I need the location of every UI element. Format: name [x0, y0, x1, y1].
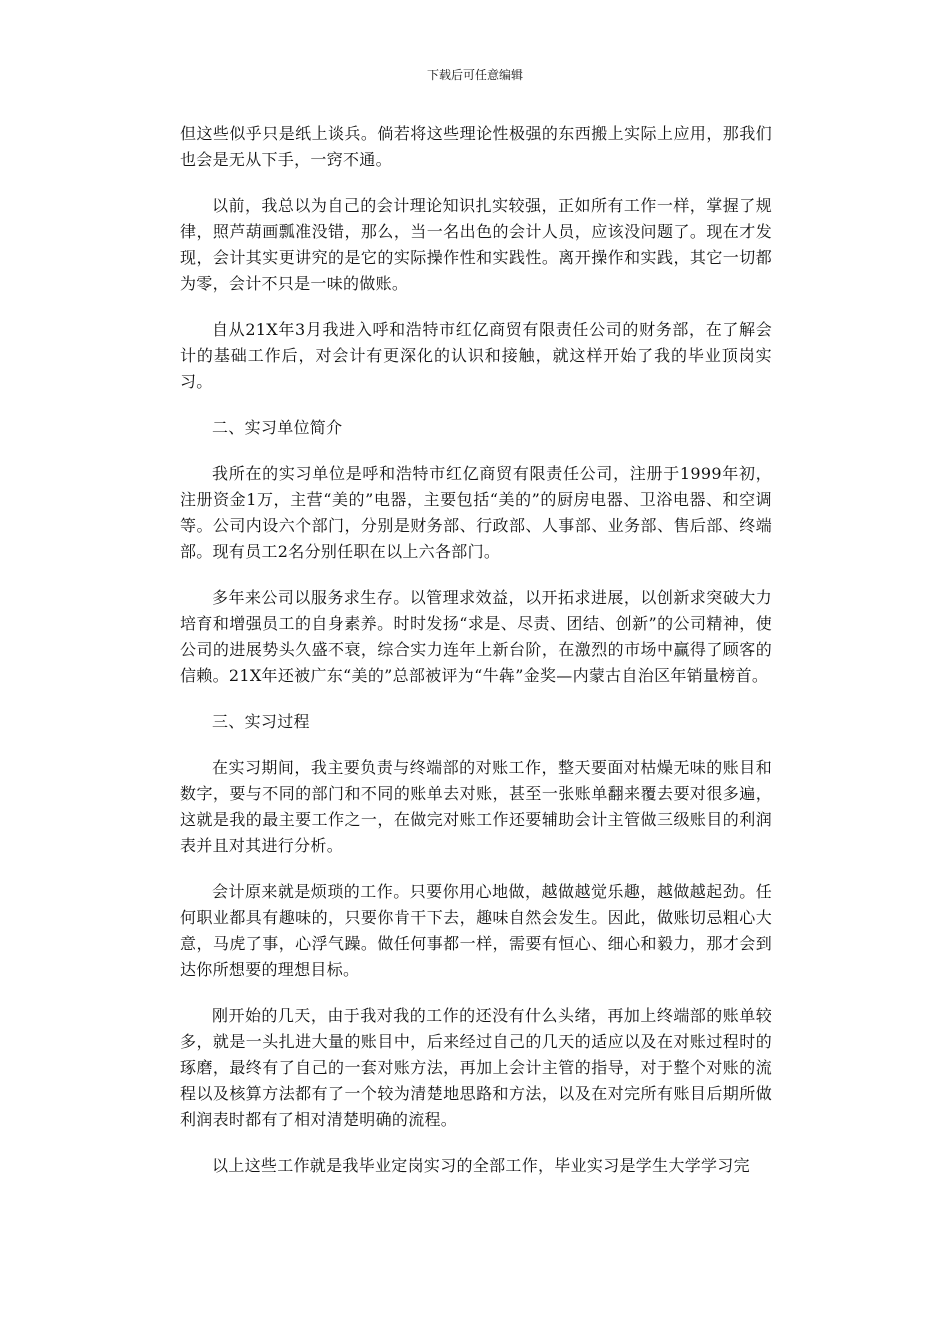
paragraph: 我所在的实习单位是呼和浩特市红亿商贸有限责任公司，注册于1999年初，注册资金1万，主营“美的”电器，主要包括“美的”的厨房电器、卫浴电器、和空调等。公司内设六个部门，分别是财务部、行政部、人事部、业务部、售后部、终端部。现有员工2名分别任职在以上六各部门。 — [180, 464, 772, 561]
paragraph: 自从21X年3月我进入呼和浩特市红亿商贸有限责任公司的财务部，在了解会计的基础工作后，对会计有更深化的认识和接触，就这样开始了我的毕业顶岗实习。 — [180, 320, 772, 391]
document-body — [180, 121, 772, 1199]
paragraph: 以前，我总以为自己的会计理论知识扎实较强，正如所有工作一样，掌握了规律，照芦葫画瓢准没错，那么，当一名出色的会计人员，应该没问题了。现在才发现，会计其实更讲究的是它的实际操作性和实践性。离开操作和实践，其它一切都为零，会计不只是一味的做账。 — [180, 196, 772, 293]
paragraph: 刚开始的几天，由于我对我的工作的还没有什么头绪，再加上终端部的账单较多，就是一头扎进大量的账目中，后来经过自己的几天的适应以及在对账过程时的琢磨，最终有了自己的一套对账方法，再加上会计主管的指导，对于整个对账的流程以及核算方法都有了一个较为清楚地思路和方法，以及在对完所有账目后期所做利润表时都有了相对清楚明确的流程。 — [180, 1006, 772, 1129]
paragraph: 会计原来就是烦琐的工作。只要你用心地做，越做越觉乐趣，越做越起劲。任何职业都具有趣味的，只要你肯干下去，趣味自然会发生。因此，做账切忌粗心大意，马虎了事，心浮气躁。做任何事都一样，需要有恒心、细心和毅力，那才会到达你所想要的理想目标。 — [180, 882, 772, 979]
paragraph: 多年来公司以服务求生存。以管理求效益，以开拓求进展，以创新求突破大力培育和增强员工的自身素养。时时发扬“求是、尽责、团结、创新”的公司精神，使公司的进展势头久盛不衰，综合实力连年上新台阶，在激烈的市场中赢得了顾客的信赖。21X年还被广东“美的”总部被评为“牛犇”金奖—内蒙古自治区年销量榜首。 — [180, 588, 772, 685]
section-heading: 三、实习过程 — [212, 712, 310, 731]
paragraph: 以上这些工作就是我毕业定岗实习的全部工作，毕业实习是学生大学学习完 — [212, 1156, 750, 1175]
section-heading: 二、实习单位简介 — [212, 418, 343, 437]
paragraph: 在实习期间，我主要负责与终端部的对账工作，整天要面对枯燥无味的账目和数字，要与不同的部门和不同的账单去对账，甚至一张账单翻来覆去要对很多遍，这就是我的最主要工作之一，在做完对账工作还要辅助会计主管做三级账目的利润表并且对其进行分析。 — [180, 758, 772, 855]
page-header: 下载后可任意编辑 — [426, 68, 523, 82]
paragraph: 但这些似乎只是纸上谈兵。倘若将这些理论性极强的东西搬上实际上应用，那我们也会是无从下手，一窍不通。 — [180, 124, 772, 169]
